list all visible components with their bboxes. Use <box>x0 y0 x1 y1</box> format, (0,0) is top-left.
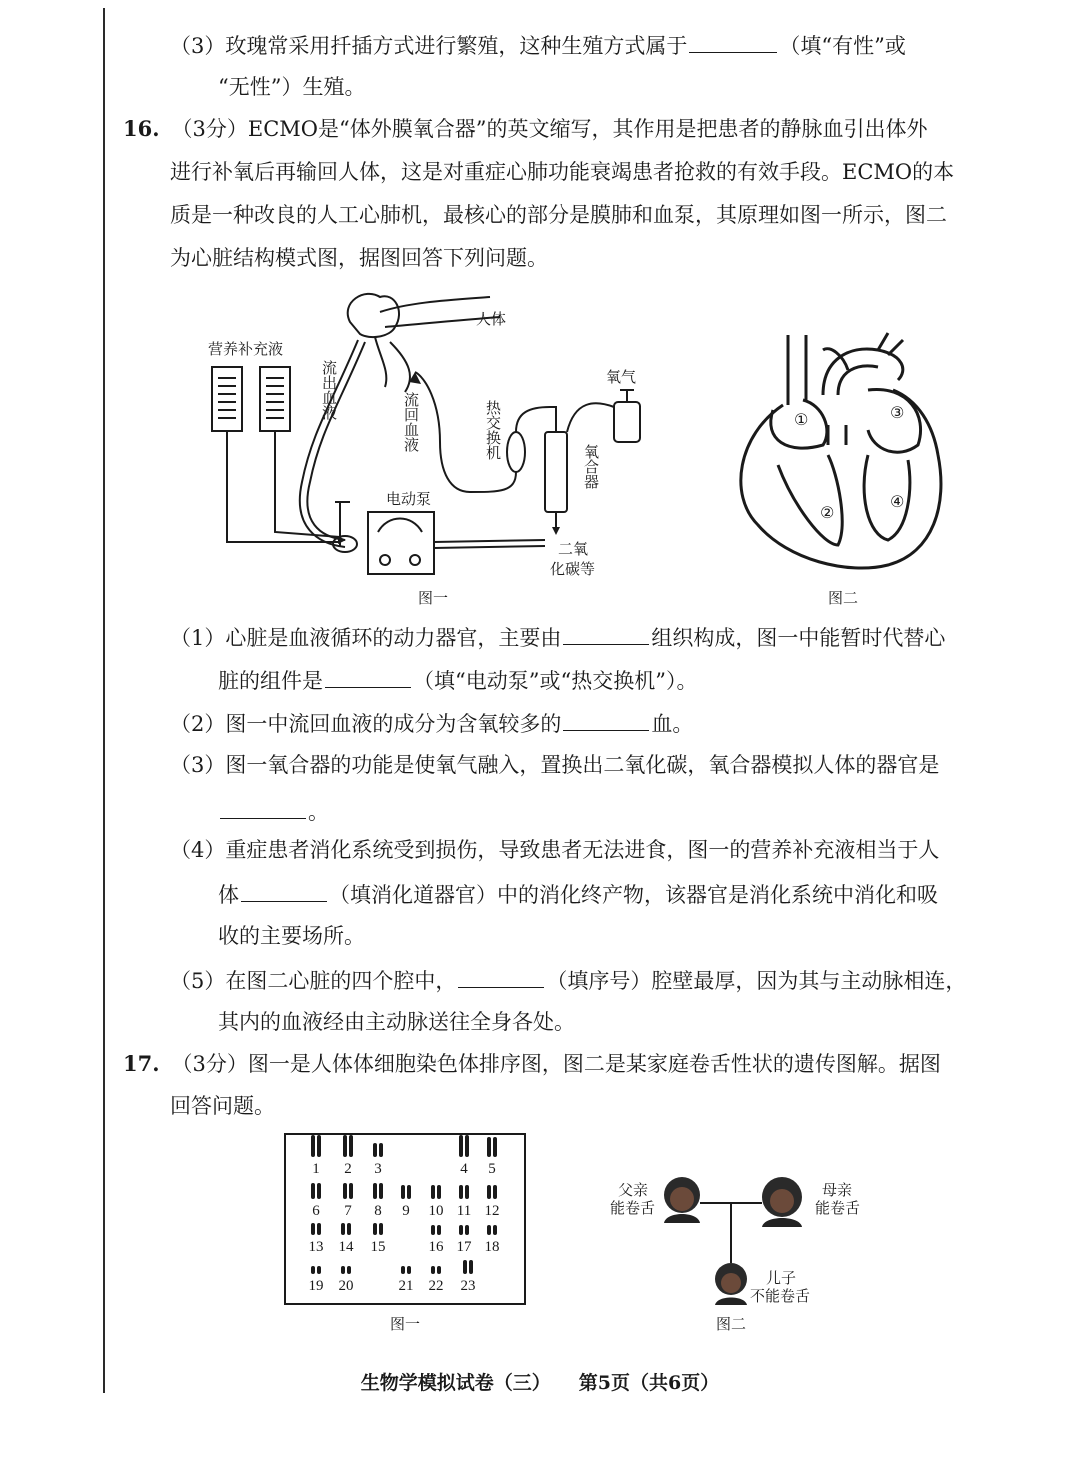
son-label: 儿子 <box>766 1271 797 1287</box>
chromosome-pair <box>401 1266 411 1274</box>
label-oxygen: 氧气 <box>606 370 637 386</box>
chromosome <box>341 1223 345 1235</box>
father-label: 父亲 <box>618 1183 649 1199</box>
father-trait: 能卷舌 <box>610 1201 656 1217</box>
chromosome <box>407 1266 411 1274</box>
chamber-1: ① <box>794 410 809 429</box>
chromosome-pair <box>487 1185 497 1199</box>
q16-line2: 进行补氧后再输回人体，这是对重症心肺功能衰竭患者抢救的有效手段。ECMO的本 <box>170 160 955 184</box>
chromosome <box>401 1185 405 1199</box>
chromosome <box>311 1135 315 1157</box>
chromosome-pair <box>341 1223 351 1235</box>
chromosome-number: 9 <box>402 1203 410 1219</box>
q16-fig1-caption: 图一 <box>418 589 449 607</box>
chromosome <box>317 1183 321 1199</box>
q17-fig2-caption: 图二 <box>716 1315 747 1333</box>
chromosome-pair <box>341 1266 351 1274</box>
q16-sub4-line1: （4）重症患者消化系统受到损伤，导致患者无法进食，图一的营养补充液相当于人 <box>170 838 940 862</box>
chromosome <box>349 1135 353 1157</box>
chromosome <box>465 1135 469 1157</box>
chromosome <box>469 1260 473 1274</box>
mother-icon <box>762 1177 802 1227</box>
karyotype-figure <box>284 1133 526 1305</box>
chromosome-number: 8 <box>374 1203 382 1219</box>
chromosome-pair <box>311 1266 321 1274</box>
chromosome <box>379 1143 383 1157</box>
chromosome <box>437 1266 441 1274</box>
q16-line3: 质是一种改良的人工心肺机，最核心的部分是膜肺和血泵，其原理如图一所示，图二 <box>170 203 947 227</box>
chromosome-number: 5 <box>488 1161 496 1177</box>
chromosome <box>487 1225 491 1235</box>
chromosome-pair <box>487 1137 497 1157</box>
chromosome-number: 12 <box>484 1203 500 1219</box>
chamber-4: ④ <box>890 492 905 511</box>
ecmo-diagram <box>200 282 660 612</box>
son-icon <box>715 1263 747 1305</box>
chromosome <box>493 1137 497 1157</box>
chromosome <box>437 1225 441 1235</box>
label-co2-1: 二氧 <box>558 542 589 558</box>
chromosome-number: 21 <box>398 1278 414 1294</box>
chromosome-pair <box>459 1185 469 1199</box>
chromosome <box>487 1185 491 1199</box>
mother-trait: 能卷舌 <box>815 1201 861 1217</box>
q16-sub2: （2）图一中流回血液的成分为含氧较多的 血。 <box>170 708 693 738</box>
q16-sub4-line2: 体 （填消化道器官）中的消化终产物，该器官是消化系统中消化和吸 <box>218 879 938 909</box>
chromosome <box>459 1135 463 1157</box>
chromosome-number: 1 <box>312 1161 320 1177</box>
chromosome-number: 13 <box>308 1239 324 1255</box>
chromosome-number: 3 <box>374 1161 382 1177</box>
chromosome <box>343 1183 347 1199</box>
label-human: 人体 <box>476 312 507 328</box>
q16-sub3-line2: 。 <box>218 796 329 826</box>
label-nutrient: 营养补充液 <box>208 342 284 358</box>
chromosome-number: 6 <box>312 1203 320 1219</box>
chromosome-number: 23 <box>460 1278 476 1294</box>
heart-diagram <box>728 325 958 585</box>
label-pump: 电动泵 <box>386 492 432 508</box>
label-co2-2: 化碳等 <box>550 562 596 578</box>
mother-label: 母亲 <box>822 1183 853 1199</box>
answer-blank[interactable] <box>220 796 306 819</box>
q17-fig1-caption: 图一 <box>390 1315 421 1333</box>
chromosome <box>379 1223 383 1235</box>
chromosome-pair <box>431 1185 441 1199</box>
chromosome-pair <box>373 1183 383 1199</box>
chromosome <box>465 1225 469 1235</box>
chromosome <box>341 1266 345 1274</box>
human-head <box>348 294 399 337</box>
label-backflow: 流回血液 <box>402 392 418 452</box>
page-footer: 生物学模拟试卷（三） 第5页（共6页） <box>360 1372 720 1394</box>
chromosome <box>431 1266 435 1274</box>
q16-sub1-line1: （1）心脏是血液循环的动力器官，主要由 组织构成，图一中能暂时代替心 <box>170 622 945 652</box>
chromosome-number: 2 <box>344 1161 352 1177</box>
answer-blank[interactable] <box>241 879 327 902</box>
chromosome <box>349 1183 353 1199</box>
binding-margin-line <box>103 8 105 1393</box>
answer-blank[interactable] <box>458 965 544 988</box>
chromosome <box>431 1185 435 1199</box>
label-oxygenator: 氧合器 <box>582 444 598 489</box>
chromosome-pair <box>463 1260 473 1274</box>
chromosome-number: 15 <box>370 1239 386 1255</box>
chromosome <box>487 1137 491 1157</box>
answer-blank[interactable] <box>563 708 649 731</box>
chromosome-number: 19 <box>308 1278 324 1294</box>
chromosome <box>317 1266 321 1274</box>
chromosome <box>437 1185 441 1199</box>
q16-sub5-line2: 其内的血液经由主动脉送往全身各处。 <box>218 1010 575 1034</box>
chromosome-pair <box>431 1225 441 1235</box>
q16-sub3-line1: （3）图一氧合器的功能是使氧气融入，置换出二氧化碳，氧合器模拟人体的器官是 <box>170 753 940 777</box>
pedigree-figure <box>600 1165 880 1315</box>
chromosome-number: 20 <box>338 1278 354 1294</box>
chromosome-number: 22 <box>428 1278 444 1294</box>
chromosome-pair <box>459 1135 469 1157</box>
chromosome-pair <box>431 1266 441 1274</box>
chromosome <box>373 1143 377 1157</box>
answer-blank[interactable] <box>325 665 411 688</box>
q15-sub3-line2: “无性”）生殖。 <box>218 75 366 99</box>
chromosome <box>493 1225 497 1235</box>
chromosome <box>373 1183 377 1199</box>
chromosome-pair <box>343 1135 353 1157</box>
chromosome <box>311 1183 315 1199</box>
chromosome <box>373 1223 377 1235</box>
chromosome-pair <box>373 1143 383 1157</box>
chromosome-number: 18 <box>484 1239 500 1255</box>
chromosome <box>459 1225 463 1235</box>
label-outflow: 流出血液 <box>320 360 336 420</box>
chromosome <box>347 1223 351 1235</box>
q15-sub3-line1: （3）玫瑰常采用扦插方式进行繁殖，这种生殖方式属于 （填“有性”或 <box>170 30 906 60</box>
chromosome <box>431 1225 435 1235</box>
chromosome <box>493 1185 497 1199</box>
father-icon <box>664 1177 700 1223</box>
chamber-2: ② <box>820 503 835 522</box>
answer-blank[interactable] <box>563 622 649 645</box>
chromosome <box>379 1183 383 1199</box>
label-exchanger: 热交换机 <box>484 400 500 460</box>
chromosome-number: 10 <box>428 1203 444 1219</box>
q16-fig2-caption: 图二 <box>828 589 859 607</box>
q16-line4: 为心脏结构模式图，据图回答下列问题。 <box>170 246 548 270</box>
chromosome <box>401 1266 405 1274</box>
q16-sub4-line3: 收的主要场所。 <box>218 924 365 948</box>
chromosome-pair <box>311 1135 321 1157</box>
chromosome-number: 11 <box>456 1203 472 1219</box>
chamber-3: ③ <box>890 403 905 422</box>
chromosome-number: 16 <box>428 1239 444 1255</box>
son-trait: 不能卷舌 <box>750 1289 811 1305</box>
chromosome-number: 4 <box>460 1161 468 1177</box>
chromosome-pair <box>487 1225 497 1235</box>
chromosome <box>317 1135 321 1157</box>
chromosome <box>317 1223 321 1235</box>
chromosome <box>463 1260 467 1274</box>
chromosome-pair <box>311 1183 321 1199</box>
q17-line1: 17. （3分）图一是人体体细胞染色体排序图，图二是某家庭卷舌性状的遗传图解。据图 <box>123 1051 941 1076</box>
q16-sub1-line2: 脏的组件是 （填“电动泵”或“热交换机”）。 <box>218 665 697 695</box>
chromosome <box>347 1266 351 1274</box>
chromosome-pair <box>401 1185 411 1199</box>
chromosome <box>407 1185 411 1199</box>
chromosome-number: 17 <box>456 1239 472 1255</box>
chromosome <box>459 1185 463 1199</box>
chromosome-pair <box>343 1183 353 1199</box>
chromosome <box>465 1185 469 1199</box>
chromosome <box>311 1223 315 1235</box>
chromosome-pair <box>459 1225 469 1235</box>
q16-line1: 16. （3分）ECMO是“体外膜氧合器”的英文缩写，其作用是把患者的静脉血引出体外 <box>123 116 928 141</box>
chromosome <box>311 1266 315 1274</box>
chromosome <box>343 1135 347 1157</box>
chromosome-number: 7 <box>344 1203 352 1219</box>
q16-sub5-line1: （5）在图二心脏的四个腔中， （填序号）腔壁最厚，因为其与主动脉相连， <box>170 965 966 995</box>
answer-blank[interactable] <box>689 30 777 53</box>
chromosome-number: 14 <box>338 1239 354 1255</box>
chromosome-pair <box>311 1223 321 1235</box>
q17-line2: 回答问题。 <box>170 1094 275 1118</box>
chromosome-pair <box>373 1223 383 1235</box>
